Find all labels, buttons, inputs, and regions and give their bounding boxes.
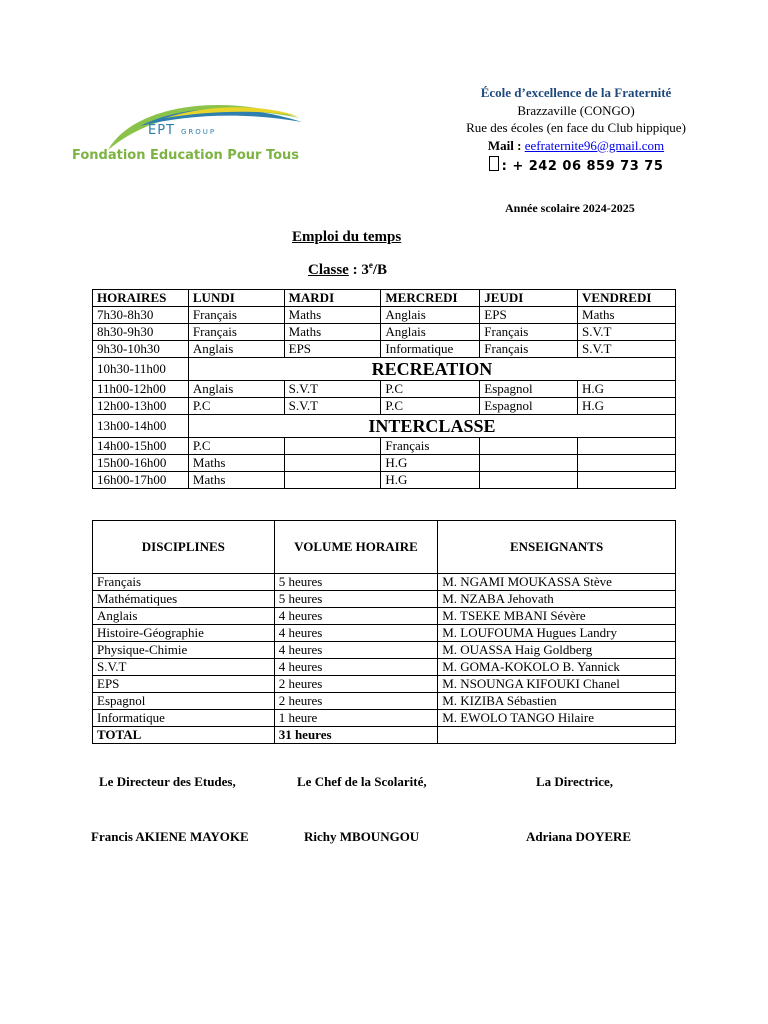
timetable-row — [93, 381, 676, 398]
timetable-course-cell: Anglais — [381, 324, 480, 341]
teacher-cell: M. GOMA-KOKOLO B. Yannick — [438, 659, 676, 676]
teacher-cell: M. NSOUNGA KIFOUKI Chanel — [438, 676, 676, 693]
volume-cell: 2 heures — [274, 693, 438, 710]
disciplines-row — [93, 642, 676, 659]
timetable-row — [93, 358, 676, 381]
disciplines-total-row — [93, 727, 676, 744]
timetable-course-cell: S.V.T — [578, 341, 676, 358]
timetable-course-cell — [284, 472, 381, 489]
school-name: École d’excellence de la Fraternité — [480, 85, 672, 100]
total-label-cell: TOTAL — [93, 727, 275, 744]
timetable-row — [93, 398, 676, 415]
disciplines-row — [93, 710, 676, 727]
school-mail: Mail : eefraternite96@gmail.com — [487, 137, 665, 153]
disciplines-header-cell: DISCIPLINES — [93, 521, 275, 574]
timetable-course-cell — [480, 438, 578, 455]
timetable-time-cell: 11h00-12h00 — [93, 381, 189, 398]
school-phone: : + 242 06 859 73 75 — [430, 156, 722, 176]
disciplines-row — [93, 574, 676, 591]
volume-cell: 2 heures — [274, 676, 438, 693]
timetable-row — [93, 307, 676, 324]
signature-title-director: La Directrice, — [536, 774, 613, 789]
class-label: Classe : 3e/B — [308, 260, 388, 278]
signature-name-director: Adriana DOYERE — [526, 829, 632, 844]
timetable-time-cell: 7h30-8h30 — [93, 307, 189, 324]
timetable-course-cell: EPS — [480, 307, 578, 324]
disciplines-header-cell: VOLUME HORAIRE — [274, 521, 438, 574]
timetable-course-cell: Maths — [188, 455, 284, 472]
volume-cell: 1 heure — [274, 710, 438, 727]
timetable-course-cell: Informatique — [381, 341, 480, 358]
signature-title-director-studies: Le Directeur des Etudes, — [99, 774, 236, 789]
timetable-course-cell — [578, 472, 676, 489]
volume-cell: 4 heures — [274, 659, 438, 676]
timetable-time-cell: 14h00-15h00 — [93, 438, 189, 455]
school-header — [430, 84, 722, 176]
discipline-cell: Mathématiques — [93, 591, 275, 608]
timetable-course-cell: S.V.T — [284, 381, 381, 398]
disciplines-header-cell: ENSEIGNANTS — [438, 521, 676, 574]
volume-cell: 4 heures — [274, 642, 438, 659]
disciplines-table — [92, 520, 676, 744]
teacher-cell: M. KIZIBA Sébastien — [438, 693, 676, 710]
timetable-course-cell: H.G — [578, 381, 676, 398]
teacher-cell: M. EWOLO TANGO Hilaire — [438, 710, 676, 727]
timetable-header-cell: VENDREDI — [578, 290, 676, 307]
timetable-course-cell: Français — [381, 438, 480, 455]
school-year: Année scolaire 2024-2025 — [505, 201, 635, 215]
timetable-course-cell: Espagnol — [480, 381, 578, 398]
timetable-course-cell: EPS — [284, 341, 381, 358]
timetable-time-cell: 12h00-13h00 — [93, 398, 189, 415]
teacher-cell: M. LOUFOUMA Hugues Landry — [438, 625, 676, 642]
teacher-cell: M. OUASSA Haig Goldberg — [438, 642, 676, 659]
discipline-cell: Informatique — [93, 710, 275, 727]
timetable-course-cell — [284, 455, 381, 472]
school-address: Rue des écoles (en face du Club hippique) — [466, 120, 686, 135]
timetable-row — [93, 415, 676, 438]
timetable-course-cell: H.G — [578, 398, 676, 415]
timetable-course-cell: Français — [480, 324, 578, 341]
timetable-row — [93, 438, 676, 455]
signature-name-director-studies: Francis AKIENE MAYOKE — [91, 829, 249, 844]
timetable-header-cell: MERCREDI — [381, 290, 480, 307]
signature-title-head-records: Le Chef de la Scolarité, — [297, 774, 427, 789]
discipline-cell: Physique-Chimie — [93, 642, 275, 659]
timetable-course-cell: S.V.T — [284, 398, 381, 415]
total-empty-cell — [438, 727, 676, 744]
teacher-cell: M. NGAMI MOUKASSA Stève — [438, 574, 676, 591]
timetable-course-cell: Maths — [284, 307, 381, 324]
timetable-course-cell — [578, 438, 676, 455]
discipline-cell: Histoire-Géographie — [93, 625, 275, 642]
timetable — [92, 289, 676, 489]
timetable-course-cell: Maths — [578, 307, 676, 324]
timetable-row — [93, 472, 676, 489]
timetable-course-cell: Anglais — [188, 341, 284, 358]
timetable-time-cell: 8h30-9h30 — [93, 324, 189, 341]
timetable-course-cell — [480, 472, 578, 489]
discipline-cell: S.V.T — [93, 659, 275, 676]
timetable-break-cell: INTERCLASSE — [188, 415, 675, 438]
timetable-break-cell: RECREATION — [188, 358, 675, 381]
timetable-course-cell: S.V.T — [578, 324, 676, 341]
discipline-cell: Français — [93, 574, 275, 591]
ept-logo — [70, 92, 330, 172]
disciplines-row — [93, 625, 676, 642]
discipline-cell: EPS — [93, 676, 275, 693]
discipline-cell: Anglais — [93, 608, 275, 625]
timetable-course-cell: P.C — [188, 438, 284, 455]
disciplines-row — [93, 608, 676, 625]
timetable-header-cell: JEUDI — [480, 290, 578, 307]
logo-foundation-text: Fondation Education Pour Tous — [72, 148, 300, 163]
volume-cell: 4 heures — [274, 625, 438, 642]
teacher-cell: M. NZABA Jehovath — [438, 591, 676, 608]
timetable-course-cell: Maths — [188, 472, 284, 489]
timetable-course-cell: Maths — [284, 324, 381, 341]
timetable-header-cell: HORAIRES — [93, 290, 189, 307]
timetable-course-cell: Français — [188, 324, 284, 341]
timetable-course-cell: Espagnol — [480, 398, 578, 415]
timetable-row — [93, 455, 676, 472]
discipline-cell: Espagnol — [93, 693, 275, 710]
teacher-cell: M. TSEKE MBANI Sévère — [438, 608, 676, 625]
timetable-course-cell: H.G — [381, 455, 480, 472]
timetable-course-cell: Français — [188, 307, 284, 324]
timetable-course-cell: P.C — [188, 398, 284, 415]
signature-name-head-records: Richy MBOUNGOU — [304, 829, 420, 844]
timetable-course-cell: P.C — [381, 398, 480, 415]
timetable-row — [93, 324, 676, 341]
timetable-time-cell: 9h30-10h30 — [93, 341, 189, 358]
disciplines-row — [93, 659, 676, 676]
volume-cell: 5 heures — [274, 591, 438, 608]
timetable-time-cell: 10h30-11h00 — [93, 358, 189, 381]
timetable-course-cell — [480, 455, 578, 472]
page-title: Emploi du temps — [292, 229, 402, 245]
volume-cell: 5 heures — [274, 574, 438, 591]
disciplines-row — [93, 676, 676, 693]
total-volume-cell: 31 heures — [274, 727, 438, 744]
phone-icon — [489, 156, 499, 171]
logo-swoosh-icon — [70, 92, 330, 152]
timetable-course-cell — [578, 455, 676, 472]
school-city: Brazzaville (CONGO) — [517, 102, 635, 118]
volume-cell: 4 heures — [274, 608, 438, 625]
disciplines-row — [93, 591, 676, 608]
timetable-time-cell: 16h00-17h00 — [93, 472, 189, 489]
mail-link[interactable]: eefraternite96@gmail.com — [524, 137, 665, 153]
timetable-course-cell: Français — [480, 341, 578, 358]
timetable-course-cell — [284, 438, 381, 455]
disciplines-row — [93, 693, 676, 710]
timetable-course-cell: Anglais — [188, 381, 284, 398]
logo-brand: EPT GROUP — [148, 123, 217, 138]
timetable-time-cell: 15h00-16h00 — [93, 455, 189, 472]
timetable-course-cell: P.C — [381, 381, 480, 398]
timetable-course-cell: H.G — [381, 472, 480, 489]
timetable-header-cell: LUNDI — [188, 290, 284, 307]
timetable-row — [93, 341, 676, 358]
timetable-course-cell: Anglais — [381, 307, 480, 324]
timetable-header-cell: MARDI — [284, 290, 381, 307]
timetable-time-cell: 13h00-14h00 — [93, 415, 189, 438]
